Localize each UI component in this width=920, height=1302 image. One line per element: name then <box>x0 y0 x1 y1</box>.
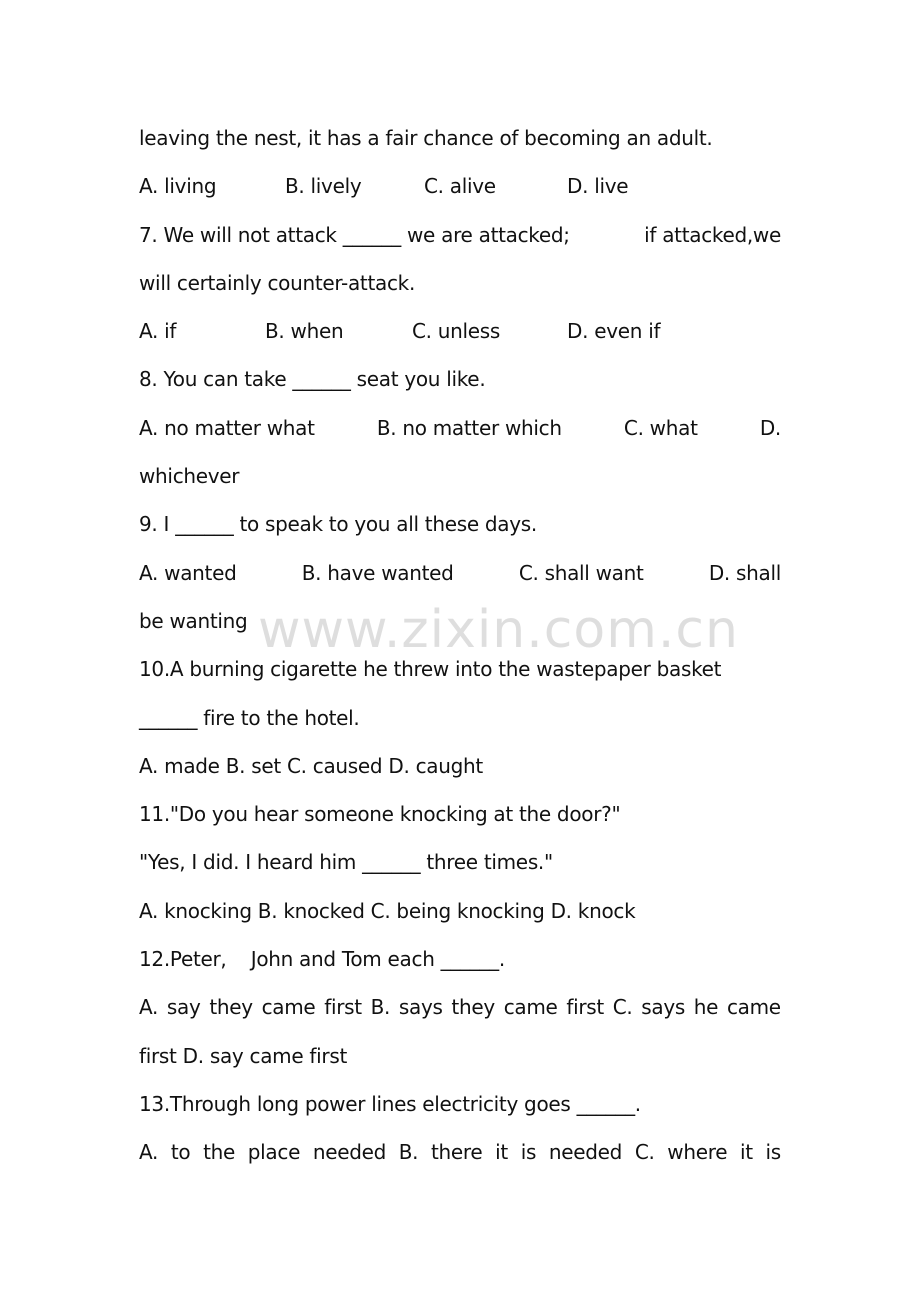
q6-option-d: D. live <box>567 174 629 199</box>
q8-option-d: D. <box>759 415 781 440</box>
q8-options <box>139 404 781 452</box>
option-word: it <box>739 1140 753 1165</box>
q7-stem-line2: will certainly counter-attack. <box>139 270 416 295</box>
q9-options-wrap: be wanting <box>139 608 248 633</box>
q6-options <box>139 162 781 210</box>
option-word: C. <box>634 1140 655 1165</box>
option-word: came <box>261 995 316 1020</box>
q7-options <box>139 307 781 355</box>
q7-option-b: B. when <box>265 319 344 344</box>
q8-stem: 8. You can take ______ seat you like. <box>139 367 486 392</box>
option-word: to <box>170 1140 191 1165</box>
q12-stem: 12.Peter, John and Tom each ______. <box>139 947 505 972</box>
option-word: needed <box>312 1140 387 1165</box>
q9-option-d: D. shall <box>708 560 781 585</box>
q10-options: A. made B. set C. caused D. caught <box>139 753 483 778</box>
q8-option-c: C. what <box>623 415 698 440</box>
q7-stem-part2: if attacked,we <box>644 222 781 247</box>
q12-options-line2: first D. say came first <box>139 1043 348 1068</box>
q8-option-b: B. no matter which <box>376 415 562 440</box>
option-word: is <box>520 1140 537 1165</box>
q11-options: A. knocking B. knocked C. being knocking D. knock <box>139 898 636 923</box>
q10-stem-line1: 10.A burning cigarette he threw into the wastepaper basket <box>139 657 722 682</box>
option-word: says <box>641 995 685 1020</box>
q7-stem-part1: 7. We will not attack ______ we are attacked; <box>139 222 570 247</box>
q7-option-d: D. even if <box>567 319 661 344</box>
option-word: they <box>209 995 253 1020</box>
q8-option-a: A. no matter what <box>139 415 315 440</box>
option-word: B. <box>398 1140 419 1165</box>
option-word: A. <box>139 1140 159 1165</box>
option-word: it <box>495 1140 508 1165</box>
option-word: is <box>765 1140 781 1165</box>
q9-option-c: C. shall want <box>518 560 644 585</box>
option-word: they <box>451 995 495 1020</box>
option-word: came <box>503 995 558 1020</box>
option-word: place <box>247 1140 301 1165</box>
q6-continuation: leaving the nest, it has a fair chance of becoming an adult. <box>139 126 713 150</box>
q6-option-c: C. alive <box>424 174 496 199</box>
q6-option-b: B. lively <box>285 174 362 199</box>
q10-stem-line2: ______ fire to the hotel. <box>139 705 360 730</box>
q6-option-a: A. living <box>139 174 217 199</box>
watermark: www.zixin.com.cn <box>258 600 739 660</box>
option-word: first <box>324 995 362 1020</box>
q11-stem-line1: 11."Do you hear someone knocking at the door?" <box>139 802 621 827</box>
option-word: C. <box>612 995 633 1020</box>
option-word: the <box>203 1140 236 1165</box>
q7-stem-line1 <box>139 211 781 259</box>
option-word: B. <box>370 995 391 1020</box>
option-word: needed <box>548 1140 623 1165</box>
q13-options-line1 <box>139 1128 781 1176</box>
q11-stem-line2: "Yes, I did. I heard him ______ three times." <box>139 850 553 875</box>
option-word: he <box>693 995 719 1020</box>
q13-stem: 13.Through long power lines electricity goes ______. <box>139 1091 641 1116</box>
q8-options-wrap: whichever <box>139 464 240 489</box>
option-word: A. <box>139 995 159 1020</box>
exercise-text <box>139 114 781 1177</box>
q9-options <box>139 549 781 597</box>
q9-option-a: A. wanted <box>139 560 237 585</box>
q9-stem: 9. I ______ to speak to you all these days. <box>139 512 537 537</box>
q9-option-b: B. have wanted <box>301 560 454 585</box>
q7-option-a: A. if <box>139 319 177 344</box>
option-word: say <box>166 995 201 1020</box>
option-word: says <box>398 995 443 1020</box>
option-word: there <box>431 1140 483 1165</box>
option-word: where <box>667 1140 728 1165</box>
option-word: first <box>566 995 604 1020</box>
q12-options-line1 <box>139 983 781 1031</box>
q7-option-c: C. unless <box>412 319 501 344</box>
option-word: came <box>726 995 781 1020</box>
